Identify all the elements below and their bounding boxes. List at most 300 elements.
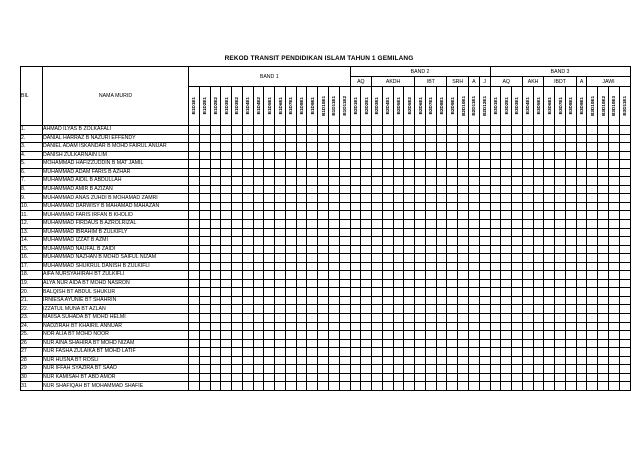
mark-cell[interactable] (544, 185, 555, 194)
mark-cell[interactable] (339, 305, 350, 314)
mark-cell[interactable] (350, 271, 361, 280)
mark-cell[interactable] (544, 143, 555, 152)
mark-cell[interactable] (404, 339, 415, 348)
mark-cell[interactable] (318, 237, 329, 246)
mark-cell[interactable] (275, 254, 286, 263)
mark-cell[interactable] (619, 348, 630, 357)
mark-cell[interactable] (328, 373, 339, 382)
mark-cell[interactable] (501, 143, 512, 152)
mark-cell[interactable] (415, 356, 426, 365)
mark-cell[interactable] (522, 279, 533, 288)
mark-cell[interactable] (210, 211, 221, 220)
mark-cell[interactable] (544, 151, 555, 160)
mark-cell[interactable] (210, 202, 221, 211)
mark-cell[interactable] (512, 220, 523, 229)
mark-cell[interactable] (490, 245, 501, 254)
mark-cell[interactable] (221, 279, 232, 288)
mark-cell[interactable] (436, 211, 447, 220)
mark-cell[interactable] (350, 245, 361, 254)
mark-cell[interactable] (436, 348, 447, 357)
mark-cell[interactable] (210, 331, 221, 340)
mark-cell[interactable] (189, 194, 200, 203)
mark-cell[interactable] (253, 151, 264, 160)
mark-cell[interactable] (587, 365, 598, 374)
mark-cell[interactable] (318, 194, 329, 203)
mark-cell[interactable] (285, 143, 296, 152)
mark-cell[interactable] (522, 331, 533, 340)
mark-cell[interactable] (242, 314, 253, 323)
mark-cell[interactable] (468, 339, 479, 348)
mark-cell[interactable] (350, 314, 361, 323)
mark-cell[interactable] (576, 322, 587, 331)
mark-cell[interactable] (587, 211, 598, 220)
mark-cell[interactable] (619, 168, 630, 177)
mark-cell[interactable] (285, 331, 296, 340)
mark-cell[interactable] (199, 134, 210, 143)
mark-cell[interactable] (232, 373, 243, 382)
mark-cell[interactable] (296, 365, 307, 374)
mark-cell[interactable] (242, 185, 253, 194)
mark-cell[interactable] (221, 339, 232, 348)
mark-cell[interactable] (382, 305, 393, 314)
mark-cell[interactable] (199, 151, 210, 160)
mark-cell[interactable] (436, 168, 447, 177)
mark-cell[interactable] (199, 228, 210, 237)
mark-cell[interactable] (436, 382, 447, 391)
mark-cell[interactable] (447, 143, 458, 152)
mark-cell[interactable] (296, 134, 307, 143)
mark-cell[interactable] (479, 168, 490, 177)
mark-cell[interactable] (544, 194, 555, 203)
mark-cell[interactable] (350, 322, 361, 331)
mark-cell[interactable] (501, 237, 512, 246)
mark-cell[interactable] (361, 143, 372, 152)
mark-cell[interactable] (479, 185, 490, 194)
mark-cell[interactable] (555, 134, 566, 143)
mark-cell[interactable] (199, 382, 210, 391)
mark-cell[interactable] (490, 160, 501, 169)
mark-cell[interactable] (447, 211, 458, 220)
mark-cell[interactable] (447, 220, 458, 229)
mark-cell[interactable] (512, 211, 523, 220)
mark-cell[interactable] (221, 126, 232, 135)
mark-cell[interactable] (544, 202, 555, 211)
mark-cell[interactable] (608, 314, 619, 323)
mark-cell[interactable] (285, 322, 296, 331)
mark-cell[interactable] (372, 134, 383, 143)
mark-cell[interactable] (275, 296, 286, 305)
mark-cell[interactable] (372, 331, 383, 340)
mark-cell[interactable] (210, 177, 221, 186)
mark-cell[interactable] (490, 168, 501, 177)
mark-cell[interactable] (565, 228, 576, 237)
mark-cell[interactable] (608, 126, 619, 135)
mark-cell[interactable] (468, 314, 479, 323)
mark-cell[interactable] (415, 296, 426, 305)
mark-cell[interactable] (199, 348, 210, 357)
mark-cell[interactable] (565, 331, 576, 340)
mark-cell[interactable] (275, 314, 286, 323)
mark-cell[interactable] (458, 331, 469, 340)
mark-cell[interactable] (479, 382, 490, 391)
mark-cell[interactable] (447, 134, 458, 143)
mark-cell[interactable] (285, 160, 296, 169)
mark-cell[interactable] (479, 279, 490, 288)
mark-cell[interactable] (393, 228, 404, 237)
mark-cell[interactable] (253, 314, 264, 323)
mark-cell[interactable] (490, 194, 501, 203)
mark-cell[interactable] (576, 365, 587, 374)
mark-cell[interactable] (232, 296, 243, 305)
mark-cell[interactable] (479, 373, 490, 382)
mark-cell[interactable] (512, 254, 523, 263)
mark-cell[interactable] (479, 126, 490, 135)
mark-cell[interactable] (522, 151, 533, 160)
mark-cell[interactable] (425, 373, 436, 382)
mark-cell[interactable] (501, 134, 512, 143)
mark-cell[interactable] (619, 288, 630, 297)
mark-cell[interactable] (501, 160, 512, 169)
mark-cell[interactable] (382, 279, 393, 288)
mark-cell[interactable] (533, 322, 544, 331)
mark-cell[interactable] (264, 322, 275, 331)
mark-cell[interactable] (501, 373, 512, 382)
mark-cell[interactable] (565, 168, 576, 177)
mark-cell[interactable] (221, 296, 232, 305)
mark-cell[interactable] (275, 348, 286, 357)
mark-cell[interactable] (264, 382, 275, 391)
mark-cell[interactable] (587, 220, 598, 229)
mark-cell[interactable] (296, 194, 307, 203)
mark-cell[interactable] (253, 237, 264, 246)
mark-cell[interactable] (221, 228, 232, 237)
mark-cell[interactable] (285, 373, 296, 382)
mark-cell[interactable] (587, 202, 598, 211)
mark-cell[interactable] (199, 296, 210, 305)
mark-cell[interactable] (199, 331, 210, 340)
mark-cell[interactable] (232, 143, 243, 152)
mark-cell[interactable] (415, 382, 426, 391)
mark-cell[interactable] (296, 237, 307, 246)
mark-cell[interactable] (512, 373, 523, 382)
mark-cell[interactable] (565, 211, 576, 220)
mark-cell[interactable] (199, 356, 210, 365)
mark-cell[interactable] (253, 202, 264, 211)
mark-cell[interactable] (318, 126, 329, 135)
mark-cell[interactable] (221, 262, 232, 271)
mark-cell[interactable] (436, 202, 447, 211)
mark-cell[interactable] (522, 348, 533, 357)
mark-cell[interactable] (382, 194, 393, 203)
mark-cell[interactable] (598, 194, 609, 203)
mark-cell[interactable] (285, 288, 296, 297)
mark-cell[interactable] (555, 211, 566, 220)
mark-cell[interactable] (576, 160, 587, 169)
mark-cell[interactable] (189, 134, 200, 143)
mark-cell[interactable] (533, 296, 544, 305)
mark-cell[interactable] (210, 245, 221, 254)
mark-cell[interactable] (479, 228, 490, 237)
mark-cell[interactable] (522, 314, 533, 323)
mark-cell[interactable] (479, 305, 490, 314)
mark-cell[interactable] (318, 331, 329, 340)
mark-cell[interactable] (576, 339, 587, 348)
mark-cell[interactable] (468, 288, 479, 297)
mark-cell[interactable] (318, 322, 329, 331)
mark-cell[interactable] (307, 194, 318, 203)
mark-cell[interactable] (447, 177, 458, 186)
mark-cell[interactable] (425, 220, 436, 229)
mark-cell[interactable] (501, 331, 512, 340)
mark-cell[interactable] (232, 168, 243, 177)
mark-cell[interactable] (264, 228, 275, 237)
mark-cell[interactable] (350, 194, 361, 203)
mark-cell[interactable] (501, 382, 512, 391)
mark-cell[interactable] (264, 134, 275, 143)
mark-cell[interactable] (264, 279, 275, 288)
mark-cell[interactable] (468, 160, 479, 169)
mark-cell[interactable] (490, 143, 501, 152)
mark-cell[interactable] (565, 382, 576, 391)
mark-cell[interactable] (565, 160, 576, 169)
mark-cell[interactable] (458, 254, 469, 263)
mark-cell[interactable] (619, 356, 630, 365)
mark-cell[interactable] (221, 151, 232, 160)
mark-cell[interactable] (253, 288, 264, 297)
mark-cell[interactable] (555, 382, 566, 391)
mark-cell[interactable] (608, 160, 619, 169)
mark-cell[interactable] (275, 228, 286, 237)
mark-cell[interactable] (619, 322, 630, 331)
mark-cell[interactable] (544, 237, 555, 246)
mark-cell[interactable] (479, 356, 490, 365)
mark-cell[interactable] (199, 322, 210, 331)
mark-cell[interactable] (425, 314, 436, 323)
mark-cell[interactable] (619, 245, 630, 254)
mark-cell[interactable] (533, 373, 544, 382)
mark-cell[interactable] (221, 245, 232, 254)
mark-cell[interactable] (275, 143, 286, 152)
mark-cell[interactable] (404, 254, 415, 263)
mark-cell[interactable] (587, 143, 598, 152)
mark-cell[interactable] (404, 168, 415, 177)
mark-cell[interactable] (436, 160, 447, 169)
mark-cell[interactable] (221, 305, 232, 314)
mark-cell[interactable] (372, 365, 383, 374)
mark-cell[interactable] (285, 151, 296, 160)
mark-cell[interactable] (339, 262, 350, 271)
mark-cell[interactable] (576, 279, 587, 288)
mark-cell[interactable] (576, 356, 587, 365)
mark-cell[interactable] (350, 160, 361, 169)
mark-cell[interactable] (296, 296, 307, 305)
mark-cell[interactable] (232, 322, 243, 331)
mark-cell[interactable] (199, 288, 210, 297)
mark-cell[interactable] (275, 262, 286, 271)
mark-cell[interactable] (210, 220, 221, 229)
mark-cell[interactable] (425, 322, 436, 331)
mark-cell[interactable] (232, 237, 243, 246)
mark-cell[interactable] (382, 237, 393, 246)
mark-cell[interactable] (501, 211, 512, 220)
mark-cell[interactable] (533, 168, 544, 177)
mark-cell[interactable] (404, 237, 415, 246)
mark-cell[interactable] (189, 228, 200, 237)
mark-cell[interactable] (199, 185, 210, 194)
mark-cell[interactable] (189, 382, 200, 391)
mark-cell[interactable] (328, 202, 339, 211)
mark-cell[interactable] (522, 382, 533, 391)
mark-cell[interactable] (576, 151, 587, 160)
mark-cell[interactable] (264, 288, 275, 297)
mark-cell[interactable] (415, 365, 426, 374)
mark-cell[interactable] (522, 288, 533, 297)
mark-cell[interactable] (264, 211, 275, 220)
mark-cell[interactable] (608, 348, 619, 357)
mark-cell[interactable] (447, 331, 458, 340)
mark-cell[interactable] (339, 322, 350, 331)
mark-cell[interactable] (587, 279, 598, 288)
mark-cell[interactable] (533, 339, 544, 348)
mark-cell[interactable] (598, 305, 609, 314)
mark-cell[interactable] (296, 305, 307, 314)
mark-cell[interactable] (555, 365, 566, 374)
mark-cell[interactable] (307, 254, 318, 263)
mark-cell[interactable] (210, 168, 221, 177)
mark-cell[interactable] (372, 382, 383, 391)
mark-cell[interactable] (328, 339, 339, 348)
mark-cell[interactable] (318, 245, 329, 254)
mark-cell[interactable] (318, 185, 329, 194)
mark-cell[interactable] (307, 365, 318, 374)
mark-cell[interactable] (619, 151, 630, 160)
mark-cell[interactable] (307, 288, 318, 297)
mark-cell[interactable] (468, 202, 479, 211)
mark-cell[interactable] (350, 254, 361, 263)
mark-cell[interactable] (189, 237, 200, 246)
mark-cell[interactable] (522, 237, 533, 246)
mark-cell[interactable] (232, 305, 243, 314)
mark-cell[interactable] (598, 339, 609, 348)
mark-cell[interactable] (350, 202, 361, 211)
mark-cell[interactable] (490, 322, 501, 331)
mark-cell[interactable] (490, 262, 501, 271)
mark-cell[interactable] (189, 168, 200, 177)
mark-cell[interactable] (490, 254, 501, 263)
mark-cell[interactable] (285, 314, 296, 323)
mark-cell[interactable] (608, 279, 619, 288)
mark-cell[interactable] (328, 126, 339, 135)
mark-cell[interactable] (490, 314, 501, 323)
mark-cell[interactable] (436, 177, 447, 186)
mark-cell[interactable] (393, 271, 404, 280)
mark-cell[interactable] (199, 262, 210, 271)
mark-cell[interactable] (285, 356, 296, 365)
mark-cell[interactable] (576, 271, 587, 280)
mark-cell[interactable] (533, 211, 544, 220)
mark-cell[interactable] (587, 373, 598, 382)
mark-cell[interactable] (404, 160, 415, 169)
mark-cell[interactable] (253, 373, 264, 382)
mark-cell[interactable] (555, 245, 566, 254)
mark-cell[interactable] (210, 288, 221, 297)
mark-cell[interactable] (468, 331, 479, 340)
mark-cell[interactable] (608, 143, 619, 152)
mark-cell[interactable] (415, 373, 426, 382)
mark-cell[interactable] (598, 373, 609, 382)
mark-cell[interactable] (361, 382, 372, 391)
mark-cell[interactable] (587, 237, 598, 246)
mark-cell[interactable] (598, 185, 609, 194)
mark-cell[interactable] (253, 126, 264, 135)
mark-cell[interactable] (415, 288, 426, 297)
mark-cell[interactable] (210, 373, 221, 382)
mark-cell[interactable] (447, 305, 458, 314)
mark-cell[interactable] (264, 254, 275, 263)
mark-cell[interactable] (275, 177, 286, 186)
mark-cell[interactable] (533, 228, 544, 237)
mark-cell[interactable] (425, 134, 436, 143)
mark-cell[interactable] (436, 288, 447, 297)
mark-cell[interactable] (372, 126, 383, 135)
mark-cell[interactable] (404, 348, 415, 357)
mark-cell[interactable] (555, 237, 566, 246)
mark-cell[interactable] (458, 262, 469, 271)
mark-cell[interactable] (512, 202, 523, 211)
mark-cell[interactable] (479, 177, 490, 186)
mark-cell[interactable] (382, 339, 393, 348)
mark-cell[interactable] (501, 288, 512, 297)
mark-cell[interactable] (253, 331, 264, 340)
mark-cell[interactable] (275, 151, 286, 160)
mark-cell[interactable] (382, 143, 393, 152)
mark-cell[interactable] (339, 271, 350, 280)
mark-cell[interactable] (458, 348, 469, 357)
mark-cell[interactable] (447, 262, 458, 271)
mark-cell[interactable] (232, 279, 243, 288)
mark-cell[interactable] (232, 228, 243, 237)
mark-cell[interactable] (361, 322, 372, 331)
mark-cell[interactable] (382, 331, 393, 340)
mark-cell[interactable] (372, 202, 383, 211)
mark-cell[interactable] (608, 271, 619, 280)
mark-cell[interactable] (544, 177, 555, 186)
mark-cell[interactable] (232, 339, 243, 348)
mark-cell[interactable] (447, 339, 458, 348)
mark-cell[interactable] (253, 254, 264, 263)
mark-cell[interactable] (232, 194, 243, 203)
mark-cell[interactable] (425, 271, 436, 280)
mark-cell[interactable] (328, 220, 339, 229)
mark-cell[interactable] (608, 254, 619, 263)
mark-cell[interactable] (242, 143, 253, 152)
mark-cell[interactable] (436, 185, 447, 194)
mark-cell[interactable] (253, 322, 264, 331)
mark-cell[interactable] (221, 322, 232, 331)
mark-cell[interactable] (361, 254, 372, 263)
mark-cell[interactable] (372, 168, 383, 177)
mark-cell[interactable] (361, 365, 372, 374)
mark-cell[interactable] (458, 185, 469, 194)
mark-cell[interactable] (339, 245, 350, 254)
mark-cell[interactable] (608, 151, 619, 160)
mark-cell[interactable] (555, 254, 566, 263)
mark-cell[interactable] (285, 365, 296, 374)
mark-cell[interactable] (339, 339, 350, 348)
mark-cell[interactable] (350, 365, 361, 374)
mark-cell[interactable] (608, 382, 619, 391)
mark-cell[interactable] (361, 126, 372, 135)
